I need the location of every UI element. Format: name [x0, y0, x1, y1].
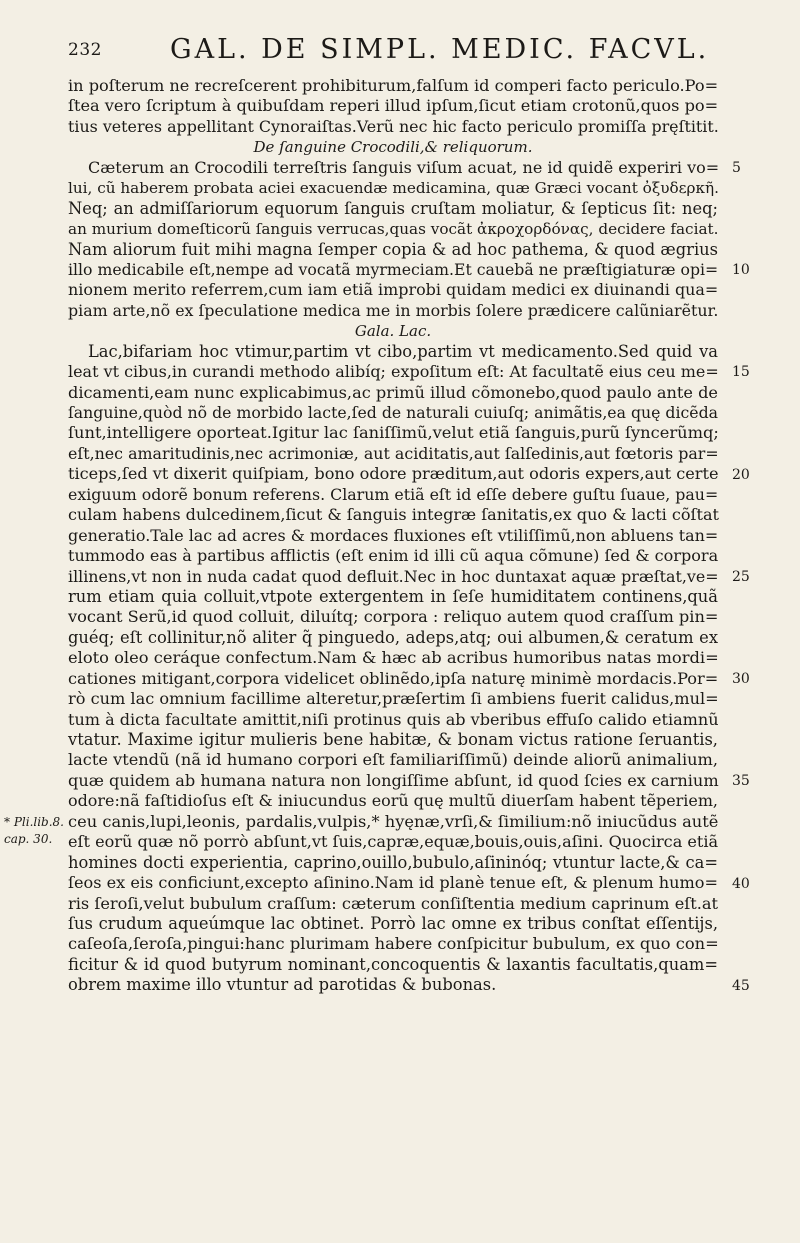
text-line: Neq; an admiſſariorum equorum ſanguis cruſtam moliatur, & ſepticus ſit: neq;	[68, 198, 718, 218]
text-line: Cæterum an Crocodili terreſtris ſanguis viſum acuat, ne id quidẽ experiri vo=	[88, 157, 720, 177]
text-line: exiguum odorẽ bonum referens. Clarum etiã eſt id eſſe debere guſtu ſuaue, pau=	[68, 484, 719, 504]
marginal-note-line: * Pli.lib.8.	[4, 815, 64, 830]
text-line: eſt eorũ quæ nõ porrò abſunt,vt ſuis,capræ,equæ,bouis,ouis,aſini. Quocirca etiã	[68, 832, 719, 852]
text-line: caſeoſa,ſeroſa,pingui:hanc plurimam habere conſpicitur bubulum, ex quo con=	[68, 934, 719, 954]
text-line: an murium domeſticorũ ſanguis verrucas,quas vocãt ἀκροχορδόνας, decidere faciat.	[68, 220, 719, 239]
text-line: Lac,bifariam hoc vtimur,partim vt cibo,partim vt medicamento.Sed quid va	[88, 341, 718, 361]
section-heading: Gala. Lac.	[354, 322, 432, 341]
text-line: eloto oleo ceráque confectum.Nam & hæc ab acribus humoribus natas mordi=	[68, 648, 719, 668]
text-line: ſunt,intelligere oporteat.Igitur lac ſaniſſimũ,velut etiã ſanguis,purũ ſyncerũmq;	[68, 423, 719, 443]
text-line: ſus crudum aqueúmque lac obtinet. Porrò lac omne ex tribus conſtat eſſentijs,	[68, 913, 718, 933]
line-number: 15	[732, 364, 750, 381]
text-line: generatio.Tale lac ad acres & mordaces fluxiones eſt vtiliſſimũ,non abluens tan=	[68, 525, 719, 545]
text-line: tummodo eas à partibus afflictis (eſt enim id illi cũ aqua cõmune) ſed & corpora	[68, 546, 719, 566]
marginal-note	[4, 814, 64, 848]
line-number: 35	[732, 773, 750, 790]
text-line: obrem maxime illo vtuntur ad parotidas & bubonas.	[68, 975, 497, 995]
line-number: 25	[732, 568, 750, 585]
text-line: lui, cũ haberem probata aciei exacuendæ medicamina, quæ Græci vocant ὀξυδερκῆ.	[68, 179, 719, 198]
text-line: ſanguine,quòd nõ de morbido lacte,ſed de naturali cuiuſq; animãtis,ea quę dicẽda	[68, 403, 718, 422]
text-line: guéq; eſt collinitur,nõ aliter q̃ pinguedo, adeps,atq; oui albumen,& ceratum ex	[68, 627, 718, 647]
text-line: ticeps,ſed vt dixerit quiſpiam, bono odore præditum,aut odoris expers,aut certe	[68, 464, 719, 484]
text-line: culam habens dulcedinem,ſicut & ſanguis integræ ſanitatis,ex quo & lacti cõſtat	[68, 505, 719, 525]
line-number: 30	[732, 671, 750, 688]
text-line: homines docti experientia, caprino,ouillo,bubulo,aſininóq; vtuntur lacte,& ca=	[68, 852, 718, 872]
text-line: in poſterum ne recreſcerent prohibiturum,falſum id comperi facto periculo.Po=	[68, 76, 719, 95]
text-line: ceu canis,lupi,leonis, pardalis,vulpis,* hyęnæ,vrſi,& ſimilium:nõ iniucũdus autẽ	[68, 811, 719, 831]
text-line: lacte vtendũ (nã id humano corpori eſt familiariſſimũ) deinde aliorũ animalium,	[68, 750, 718, 770]
line-number: 20	[732, 466, 750, 483]
text-line: leat vt cibus,in curandi methodo alibíq; expoſitum eſt: At facultatẽ eius ceu me=	[68, 362, 719, 382]
text-line: vtatur. Maxime igitur mulieris bene habitæ, & bonam victus ratione ſeruantis,	[68, 730, 718, 749]
text-line: illinens,vt non in nuda cadat quod defluit.Nec in hoc duntaxat aquæ præſtat,ve=	[68, 566, 719, 586]
line-number: 10	[732, 262, 750, 279]
text-line: tum à dicta facultate amittit,niſi protinus quis ab vberibus effuſo calido etiamnũ	[68, 709, 719, 729]
line-number: 40	[732, 875, 750, 892]
text-line: ſeos ex eis conficiunt,excepto aſinino.Nam id planè tenue eſt, & plenum humo=	[68, 873, 718, 893]
text-line: piam arte,nõ ex ſpeculatione medica me in morbis ſolere prædicere calũniarẽtur.	[68, 300, 719, 320]
text-line: ſtea vero ſcriptum à quibuſdam reperi illud ipſum,ſicut etiam crotonũ,quos po=	[68, 96, 719, 116]
text-line: nionem merito referrem,cum iam etiã improbi quidam medici ex diuinandi qua=	[68, 280, 719, 300]
text-line: cationes mitigant,corpora videlicet oblinẽdo,ipſa naturę minimè mordacis.Por=	[68, 668, 719, 688]
text-line: illo medicabile eſt,nempe ad vocatã myrmeciam.Et cauebã ne præſtigiaturæ opi=	[68, 259, 719, 279]
running-head: GAL. DE SIMPL. MEDIC. FACVL.	[170, 34, 710, 65]
text-line: rum etiam quia colluit,vtpote extergentem in ſeſe humiditatem continens,quã	[68, 586, 718, 606]
text-line: ris ſeroſi,velut bubulum craſſum: cæterum conſiſtentia medium caprinum eſt.at	[68, 893, 718, 913]
marginal-note-line: cap. 30.	[4, 832, 53, 847]
page-number: 232	[68, 40, 102, 60]
line-number: 45	[732, 977, 750, 994]
text-line: Nam aliorum fuit mihi magna ſemper copia & ad hoc pathema, & quod ægrius	[68, 239, 718, 259]
text-line: ficitur & id quod butyrum nominant,concoquentis & laxantis facultatis,quam=	[68, 954, 718, 974]
section-heading: De ſanguine Crocodili,& reliquorum.	[253, 138, 533, 157]
line-number: 5	[732, 159, 741, 176]
text-line: rò cum lac omnium facillime alteretur,præſertim ſi ambiens fuerit calidus,mul=	[68, 689, 719, 709]
text-line: eſt,nec amaritudinis,nec acrimoniæ, aut aciditatis,aut ſalſedinis,aut fœtoris par=	[68, 443, 719, 463]
text-line: odore:nã faſtidioſus eſt & iniucundus eorũ quę multũ diuerſam habent tẽperiem,	[68, 791, 718, 811]
text-line: vocant Serũ,id quod colluit, diluítq; corpora : reliquo autem quod craſſum pin=	[68, 607, 719, 627]
text-line: quæ quidem ab humana natura non longiſſime abſunt, id quod ſcies ex carnium	[68, 770, 719, 790]
text-line: tius veteres appellitant Cynoraiſtas.Verũ nec hic facto periculo promiſſa pręſtitit.	[68, 116, 719, 136]
text-line: dicamenti,eam nunc explicabimus,ac primũ illud cõmonebo,quod paulo ante de	[68, 382, 718, 402]
main-text	[68, 76, 718, 996]
